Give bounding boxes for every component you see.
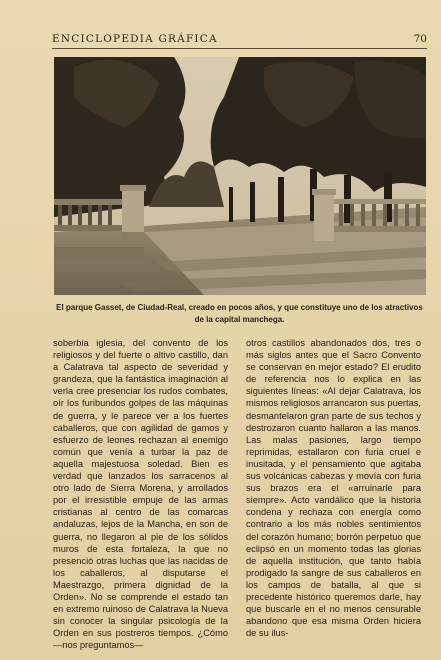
text-column-left — [53, 337, 228, 651]
running-header — [52, 33, 427, 47]
running-title: ENCICLOPEDIA GRÁFICA — [52, 33, 218, 45]
photo-caption: El parque Gasset, de Ciudad-Real, creado en pocos años, y que constituye uno de los atractivos de la capital manchega. — [56, 303, 423, 324]
left-column-text: soberbia iglesia, del convento de los religiosos y del fuerte o altivo castillo, dan a Calatrava tal aspecto de severidad y grandeza, que la fantástica imaginación al verla cree presenciar los rudos combates, oír los furibundos golpes de las máquinas de guerra, y le parece ver a los fuertes caballeros, que con agilidad de gamos y esfuerzo de leones rechazan al enemigo común que venía a turbar la paz de aquella majestuosa soledad. Bien es verdad que lanzados los sarracenos al otro lado de Sierra Morena, y arrollados por el irresistible empuje de las armas cristianas al centro de las comarcas andaluzas, lejos de la Mancha, en son de guerra, no llegaron al pie de los sólidos muros de esta fortaleza, la que no presenció otras luchas que las nacidas de los caballeros, al disputarse el Maestrazgo, primera dignidad de la Orden». No se comprende el estado tan en extremo ruinoso de Calatrava la Nueva sin conocer la singular psicología de la Orden en sus postreros tiempos. ¿Cómo—nos preguntamos— — [53, 338, 228, 651]
park-photo-illustration — [54, 57, 426, 295]
right-column-text: otros castillos abandonados dos, tres o más siglos antes que el Sacro Convento se conservan en mejor estado? El erudito de referencia nos lo explica en las siguientes líneas: «Al dejar Calatrava, los mismos religiosos arrancaron sus puertas, desmantelaron gran parte de sus techos y destrozaron cuanto hallaron a las manos. Las malas pasiones, largo tiempo reprimidas, estallaron con furia cruel e inusitada, y el pensamiento que agitaba sus volcánicas cabezas y movía con furia sus brazos era el «arruinarle para siempre». Acto vandálico que la historia condena y rechaza con energía como contrario a los más nobles sentimientos del corazón humano; borrón perpetuo que eclipsó en un momento todas las glorias de aquella institución, que tanto había prodigado la sangre de sus caballeros en los campos de batalla, al que si precedente histórico queremos darle, hay que buscarle en el no menos censurable abandono que esa misma Orden hiciera de su ilus- — [246, 338, 421, 639]
text-column-right — [246, 337, 421, 639]
park-photograph — [54, 57, 426, 295]
page-number: 70 — [413, 33, 427, 45]
header-rule — [52, 48, 427, 49]
